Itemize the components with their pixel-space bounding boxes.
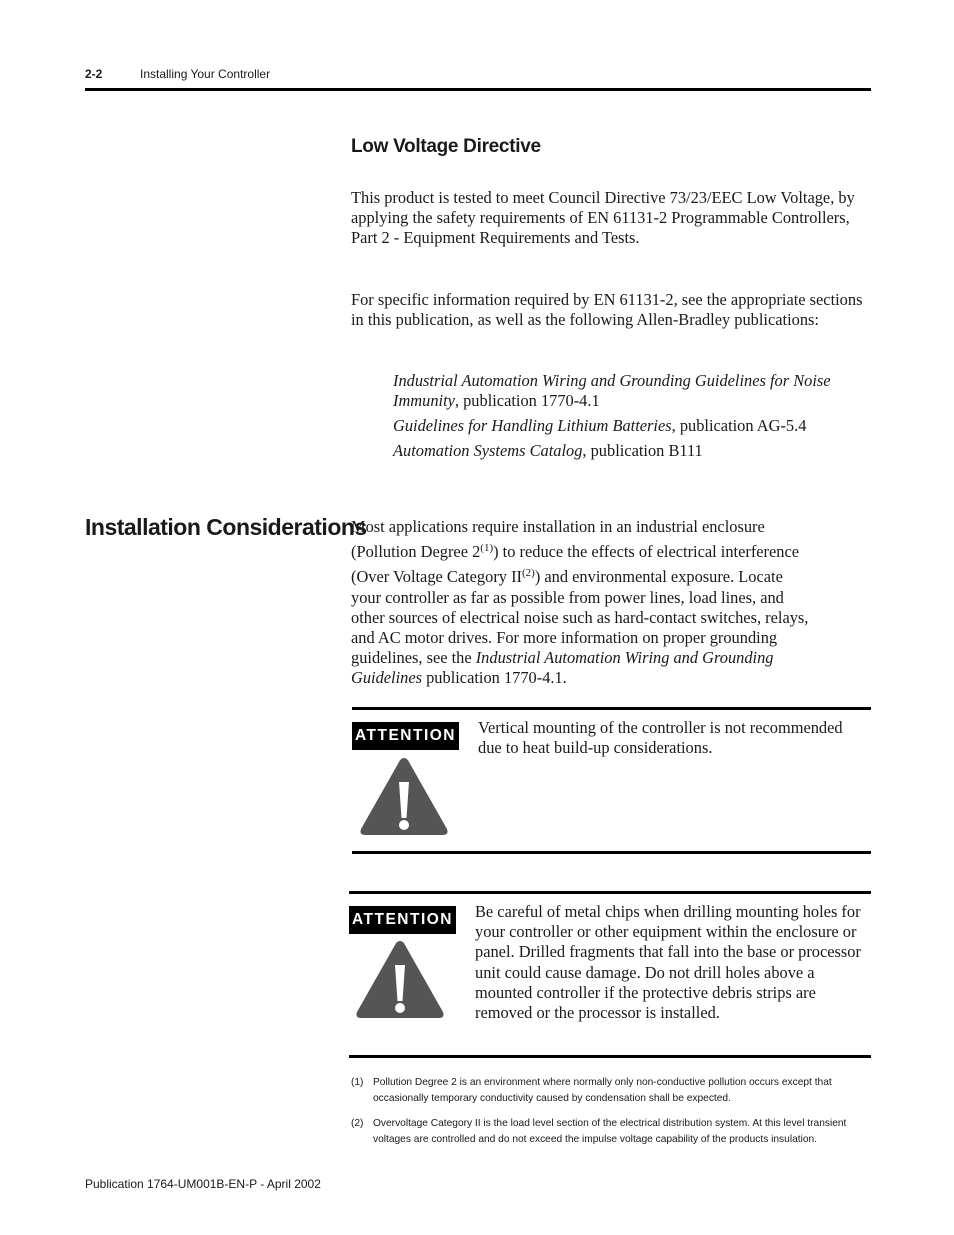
- installation-heading: Installation Considerations: [85, 514, 367, 540]
- warning-triangle-icon: [354, 938, 446, 1021]
- footnote-text: Overvoltage Category II is the load level section of the electrical distribution system. At this level transient voltages are controlled and do not exceed the impulse voltage capability of the products insulation.: [373, 1118, 847, 1145]
- attention-top-rule: [349, 891, 871, 894]
- header-rule: [85, 88, 871, 91]
- paragraph-line: and AC motor drives. For more information on proper grounding: [351, 628, 778, 648]
- footnote-ref-1[interactable]: (1): [480, 542, 494, 555]
- paragraph-line: Most applications require installation in an industrial enclosure: [351, 517, 765, 536]
- text-run: ) to reduce the effects of electrical interference: [493, 542, 800, 562]
- text-run: ) and environmental exposure. Locate: [534, 567, 783, 587]
- attention-bottom-rule: [349, 1055, 871, 1058]
- footnotes: [351, 1075, 871, 1157]
- attention-text: Vertical mounting of the controller is not recommended due to heat build-up considerations.: [478, 718, 843, 758]
- publication-item: [393, 371, 863, 411]
- italic-reference: Industrial Automation Wiring and Grounding: [475, 648, 774, 668]
- text-run: (Over Voltage Category II: [351, 567, 522, 587]
- attention-badge: ATTENTION: [349, 906, 456, 934]
- footnote-mark: (2): [351, 1118, 364, 1129]
- footnote-text: Pollution Degree 2 is an environment where normally only non-conductive pollution occurs except that occasionally temporary conductivity caused by condensation shall be expected.: [373, 1077, 832, 1104]
- paragraph-line: [351, 668, 871, 688]
- low-voltage-heading: Low Voltage Directive: [351, 136, 541, 157]
- italic-reference: Guidelines: [351, 668, 423, 688]
- paragraph-line: your controller as far as possible from power lines, load lines, and: [351, 587, 784, 607]
- page-number: 2-2: [85, 67, 103, 81]
- attention-bottom-rule: [352, 851, 871, 854]
- chapter-title: Installing Your Controller: [140, 67, 271, 81]
- footnote-ref-2[interactable]: (2): [522, 567, 535, 580]
- paragraph-line: [351, 648, 871, 668]
- paragraph-line: [351, 567, 871, 587]
- low-voltage-paragraph-2: For specific information required by EN 61131-2, see the appropriate sections in this publication, as well as the following Allen-Bradley publications:: [351, 290, 863, 330]
- footnote-2: [351, 1116, 871, 1147]
- warning-triangle-icon: [358, 755, 450, 838]
- publication-number: , publication B111: [582, 441, 703, 460]
- installation-paragraph: [351, 517, 871, 689]
- paragraph-line: other sources of electrical noise such as hard-contact switches, relays,: [351, 607, 809, 627]
- attention-badge: ATTENTION: [352, 722, 459, 750]
- text-run: guidelines, see the: [351, 648, 476, 668]
- footnote-1: [351, 1075, 871, 1106]
- publication-item: [393, 441, 863, 461]
- publication-title: Industrial Automation Wiring and Grounding Guidelines for Noise Immunity: [393, 371, 831, 411]
- attention-top-rule: [352, 707, 871, 710]
- paragraph-line: [351, 542, 871, 562]
- low-voltage-paragraph-1: This product is tested to meet Council Directive 73/23/EEC Low Voltage, by applying the safety requirements of EN 61131-2 Programmable Controllers, Part 2 - Equipment Requirements and Tests.: [351, 188, 855, 248]
- publication-footer: Publication 1764-UM001B-EN-P - April 2002: [85, 1177, 321, 1191]
- text-run: publication 1770-4.1.: [422, 668, 567, 688]
- footnote-mark: (1): [351, 1077, 364, 1088]
- attention-text: Be careful of metal chips when drilling mounting holes for your controller or other equipment within the enclosure or panel. Drilled fragments that fall into the base or processor unit could cause damage. Do not drill holes above a mounted controller if the protective debris strips are removed or the processor is installed.: [475, 902, 861, 1023]
- text-run: (Pollution Degree 2: [351, 542, 481, 562]
- publication-title: Guidelines for Handling Lithium Batteries: [393, 416, 672, 435]
- publication-title: Automation Systems Catalog: [393, 441, 583, 460]
- publication-number: , publication 1770-4.1: [454, 391, 600, 411]
- publication-number: , publication AG-5.4: [671, 416, 807, 435]
- publication-item: [393, 416, 863, 436]
